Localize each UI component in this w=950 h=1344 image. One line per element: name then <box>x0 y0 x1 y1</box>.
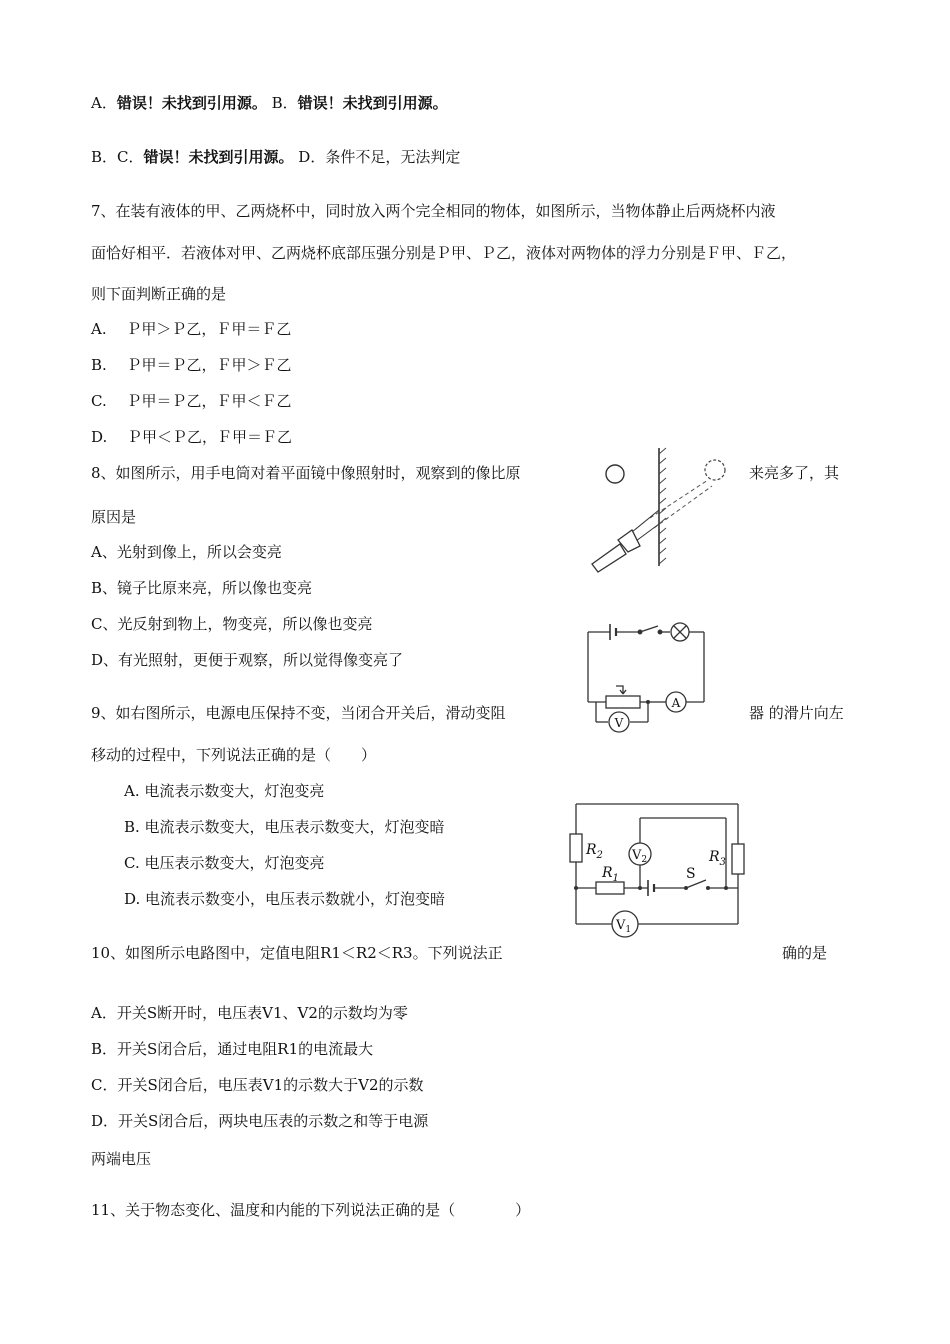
r3-sub: 3 <box>719 857 726 868</box>
q9-stem-line-1-right: 器 的滑片向左 <box>749 704 844 722</box>
q9-option-b: B. 电流表示数变大，电压表示数变大，灯泡变暗 <box>124 818 445 836</box>
prev-option-line-1 <box>91 93 448 113</box>
q8-option-d: D、有光照射，更便于观察，所以觉得像变亮了 <box>91 651 404 669</box>
r1-label: R <box>602 865 613 881</box>
v1-label: V <box>616 918 626 933</box>
option-b-error: 错误！未找到引用源。 <box>297 94 448 112</box>
q10-option-d-continued: 两端电压 <box>91 1150 152 1168</box>
r1-sub: 1 <box>612 873 619 884</box>
q10-circuit-figure <box>566 798 752 948</box>
switch-label: S <box>686 866 696 882</box>
svg-text:R2 <box>585 842 603 861</box>
q8-stem-line-1: 8、如图所示，用手电筒对着平面镜中像照射时，观察到的像比原 <box>91 464 521 482</box>
q10-option-b: B．开关S闭合后，通过电阻R1的电流最大 <box>91 1040 374 1058</box>
q8-stem-line-2: 原因是 <box>91 508 137 526</box>
v2-label: V <box>632 848 642 863</box>
r2-sub: 2 <box>596 850 603 861</box>
q7-stem-line-2: 面恰好相平．若液体对甲、乙两烧杯底部压强分别是Ｐ甲、Ｐ乙，液体对两物体的浮力分别是Ｆ甲、Ｆ乙， <box>91 244 797 262</box>
q9-circuit-figure <box>576 618 716 740</box>
q7-option-a: A. Ｐ甲＞Ｐ乙，Ｆ甲＝Ｆ乙 <box>91 320 292 338</box>
q7-option-c: C. Ｐ甲＝Ｐ乙，Ｆ甲＜Ｆ乙 <box>91 392 292 410</box>
q10-option-d: D．开关S闭合后，两块电压表的示数之和等于电源 <box>91 1112 429 1130</box>
q7-option-d: D. Ｐ甲＜Ｐ乙，Ｆ甲＝Ｆ乙 <box>91 428 293 446</box>
q9-option-c: C. 电压表示数变大，灯泡变亮 <box>124 854 325 872</box>
r3-label: R <box>709 849 720 865</box>
option-a-label: A． <box>91 94 117 112</box>
q8-stem-line-1-right: 来亮多了，其 <box>749 464 840 482</box>
ammeter-label: A <box>671 696 681 710</box>
prev-option-line-2 <box>91 147 460 167</box>
voltmeter-label: V <box>614 716 624 730</box>
v1-sub: 1 <box>625 925 632 935</box>
q10-stem-line-1: 10、如图所示电路图中，定值电阻R1＜R2＜R3。下列说法正 <box>91 944 503 962</box>
option-d-text: D．条件不足，无法判定 <box>293 148 461 166</box>
q9-stem-line-1: 9、如右图所示，电源电压保持不变，当闭合开关后，滑动变阻 <box>91 704 506 722</box>
q10-stem-line-1-right: 确的是 <box>782 944 828 962</box>
r2-label: R <box>586 842 597 858</box>
option-b-label: B． <box>266 94 298 112</box>
q9-stem-line-2: 移动的过程中，下列说法正确的是（ ） <box>91 746 377 764</box>
q8-option-c: C、光反射到物上，物变亮，所以像也变亮 <box>91 615 373 633</box>
q9-option-a: A. 电流表示数变大，灯泡变亮 <box>124 782 325 800</box>
q7-option-b: B. Ｐ甲＝Ｐ乙，Ｆ甲＞Ｆ乙 <box>91 356 292 374</box>
option-a-error: 错误！未找到引用源。 <box>116 94 267 112</box>
flashlight-mirror-figure <box>588 446 738 576</box>
v2-sub: 2 <box>641 855 648 865</box>
q10-option-c: C．开关S闭合后，电压表V1的示数大于V2的示数 <box>91 1076 424 1094</box>
option-bc-label: B．C． <box>91 148 144 166</box>
q9-option-d: D. 电流表示数变小，电压表示数就小，灯泡变暗 <box>124 890 446 908</box>
q7-stem-line-3: 则下面判断正确的是 <box>91 285 227 303</box>
svg-text:R3 <box>708 849 726 868</box>
svg-text:R1 <box>601 865 619 884</box>
option-c-error: 错误！未找到引用源。 <box>143 148 294 166</box>
q8-option-b: B、镜子比原来亮，所以像也变亮 <box>91 579 313 597</box>
q7-stem-line-1: 7、在装有液体的甲、乙两烧杯中，同时放入两个完全相同的物体，如图所示，当物体静止后两烧杯内液 <box>91 202 776 220</box>
q11-stem-line-1: 11、关于物态变化、温度和内能的下列说法正确的是（ ） <box>91 1201 531 1219</box>
q10-option-a: A．开关S断开时，电压表V1、V2的示数均为零 <box>91 1004 408 1022</box>
q8-option-a: A、光射到像上，所以会变亮 <box>91 543 282 561</box>
